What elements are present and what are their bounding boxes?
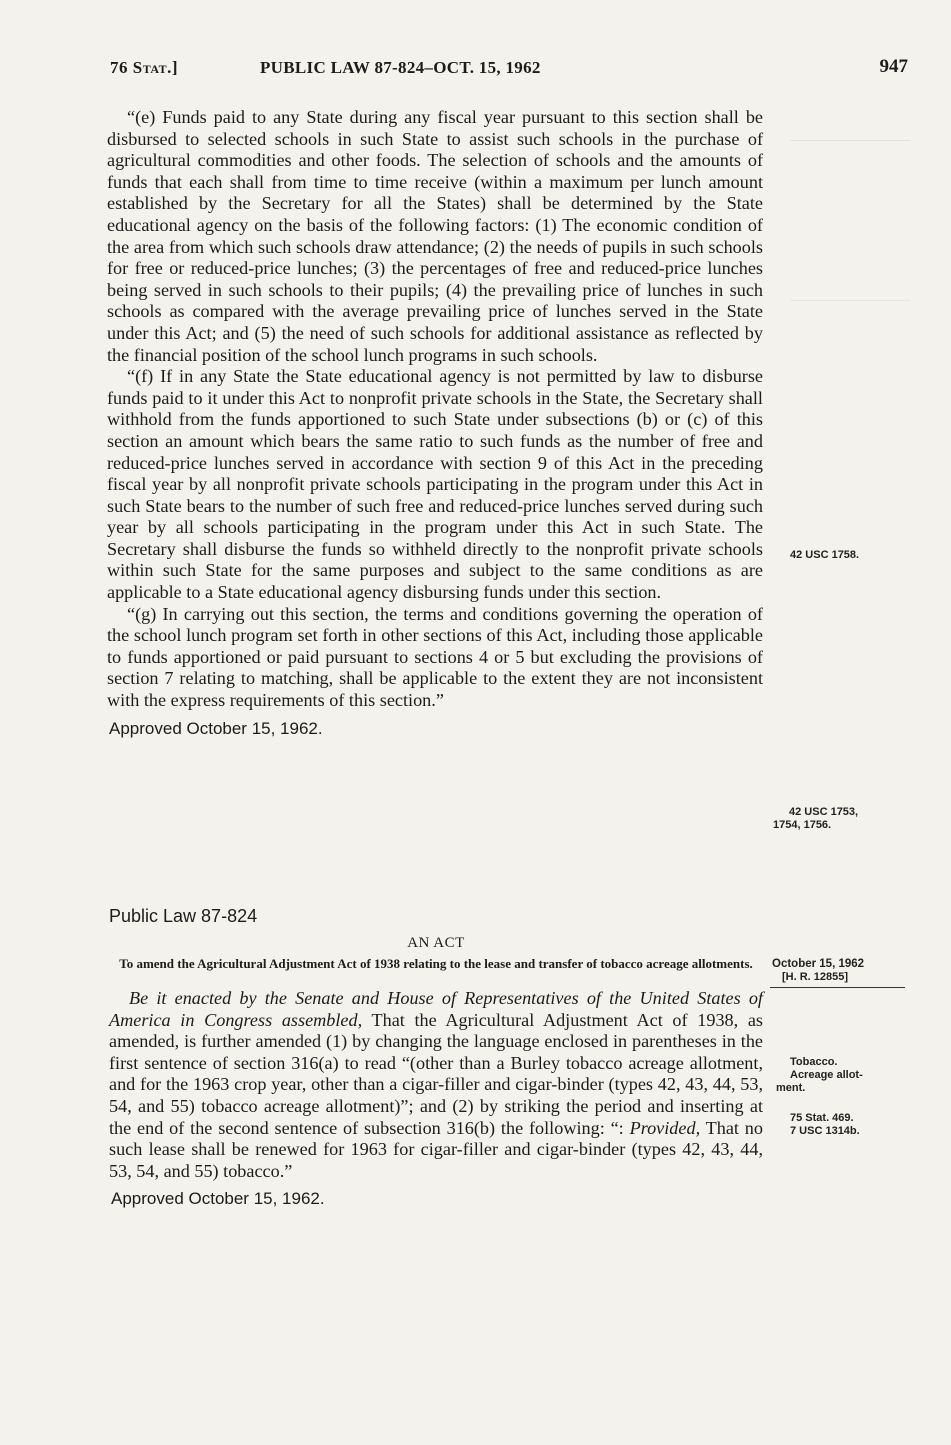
enact-body: That the Agricultural Adjustment Act of 1938, as amended, is further amended (1) by changing the language enclosed in parentheses in the first sentence of section 316(a) to read “(other than a Burley tobacco acreage allotment, and for the 1963 crop year, other than a cigar-filler and cigar-binder (types 42, 43, 44, 53, 54, and 55) tobacco acreage allotment)”; and (2) by striking the period and inserting at the end of the second sentence of subsection 316(b) the following: “: (109, 1009, 764, 1138)
margin-note-usc-1758: 42 USC 1758. (790, 549, 860, 561)
provided-word: Provided, (629, 1117, 701, 1138)
enact-end: That no such lease shall be renewed for 1963 for cigar-filler and cigar-binder (types 42, 43, 44, 53, 54, and 55) tobacco.” (109, 1117, 763, 1181)
an-act-label: AN ACT (407, 935, 465, 951)
main-text (107, 107, 763, 740)
enacting-formula: Be it enacted by the Senate and House of Representatives of the United States of America in Congress assembled, (109, 988, 763, 1030)
subsection-g: “(g) In carrying out this section, the terms and conditions governing the operation of the school lunch program set forth in other sections of this Act, including those applicable to funds apportioned or paid pursuant to sections 4 or 5 but excluding the provisions of section 7 relating to matching, shall be applicable to the extent they are not inconsistent with the express requirements of this section.” (107, 603, 763, 711)
margin-note-tobacco: Tobacco. Acreage allot- ment. (776, 1056, 863, 1094)
margin-note-stat: 75 Stat. 469. 7 USC 1314b. (790, 1112, 860, 1137)
margin-rule (770, 987, 905, 988)
page-number: 947 (879, 56, 908, 77)
running-title: PUBLIC LAW 87-824–OCT. 15, 1962 (260, 58, 541, 77)
public-law-87-824 (109, 906, 763, 1210)
bleed-through-texture (790, 140, 910, 201)
approval-date-2: Approved October 15, 1962. (111, 1189, 325, 1209)
statute-volume: 76 Stat.] (110, 58, 179, 77)
margin-note-usc-1753: 42 USC 1753, 1754, 1756. (773, 806, 859, 831)
bleed-through-texture (790, 240, 910, 301)
page-header (110, 58, 910, 88)
subsection-e: “(e) Funds paid to any State during any fiscal year pursuant to this section shall be disbursed to selected schools in such State to assist such schools in the purchase of agricultural commodities and other foods. The selection of schools and the amounts of funds that each shall from time to time receive (within a maximum per lunch amount established by the Secretary for all the States) shall be determined by the State educational agency on the basis of the following factors: (1) The economic condition of the area from which such schools draw attendance; (2) the needs of pupils in such schools for free or reduced-price lunches; (3) the percentages of free and reduced-price lunches being served in such schools to their pupils; (4) the prevailing price of lunches in such schools as compared with the average prevailing price of lunches served in the State under this Act; and (5) the need of such schools for additional assistance as reflected by the financial position of the school lunch programs in such schools. (107, 107, 763, 365)
act-title: To amend the Agricultural Adjustment Act of 1938 relating to the lease and transfer of tobacco acreage allotments. (119, 956, 753, 971)
margin-note-date: October 15, 1962 [H. R. 12855] (772, 958, 865, 983)
approval-date: Approved October 15, 1962. (109, 718, 323, 738)
subsection-f: “(f) If in any State the State educational agency is not permitted by law to disburse funds paid to it under this Act to nonprofit private schools in the State, the Secretary shall withhold from the funds apportioned to such State under subsections (b) or (c) of this section an amount which bears the same ratio to such funds as the number of free and reduced-price lunches served in accordance with section 9 of this Act in the preceding fiscal year by all nonprofit private schools participating in the program under this Act in such State bears to the number of such free and reduced-price lunches served during such year by all schools participating in the program under this Act in such State. The Secretary shall disburse the funds so withheld directly to the nonprofit private schools within such State for the same purposes and subject to the same conditions as are applicable to a State educational agency disbursing funds under this section. (107, 366, 763, 603)
enacting-clause (109, 988, 763, 1182)
law-heading: Public Law 87-824 (109, 906, 258, 926)
